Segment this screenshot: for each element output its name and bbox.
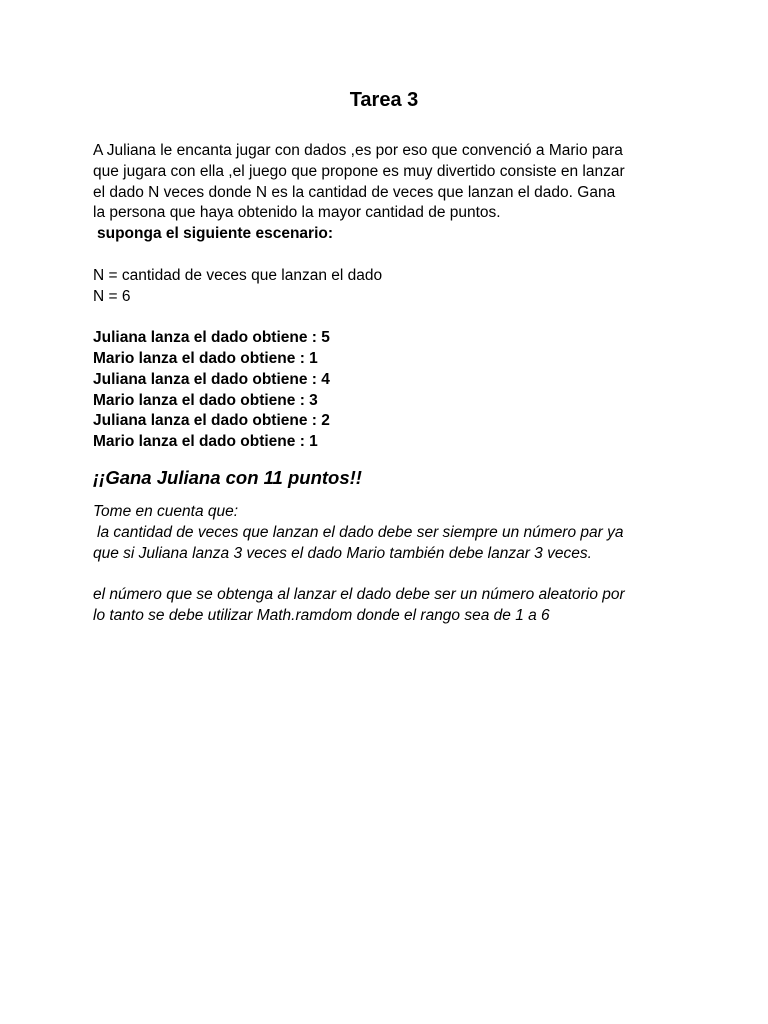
spacer bbox=[93, 564, 683, 585]
note-line: el número que se obtenga al lanzar el dado debe ser un número aleatorio por bbox=[93, 586, 625, 604]
roll-item: Juliana lanza el dado obtiene : 2 bbox=[93, 412, 330, 430]
document-title: Tarea 3 bbox=[349, 89, 419, 111]
intro-line: la persona que haya obtenido la mayor cantidad de puntos. bbox=[93, 204, 501, 222]
scenario-heading: suponga el siguiente escenario: bbox=[97, 225, 334, 243]
roll-item: Mario lanza el dado obtiene : 3 bbox=[93, 391, 318, 409]
intro-line: que jugara con ella ,el juego que propone es muy divertido consiste en lanzar bbox=[93, 162, 625, 180]
spacer bbox=[93, 307, 683, 328]
winner-announcement: ¡¡Gana Juliana con 11 puntos!! bbox=[93, 466, 362, 488]
intro-paragraph bbox=[93, 141, 683, 224]
rolls-list bbox=[93, 328, 683, 453]
note-line: que si Juliana lanza 3 veces el dado Mario también debe lanzar 3 veces. bbox=[93, 544, 592, 562]
note-line: lo tanto se debe utilizar Math.ramdom donde el rango sea de 1 a 6 bbox=[93, 606, 550, 624]
intro-line: el dado N veces donde N es la cantidad de veces que lanzan el dado. Gana bbox=[93, 183, 616, 201]
definition-line: N = 6 bbox=[93, 287, 131, 305]
document-body bbox=[93, 141, 683, 627]
notes-section bbox=[93, 502, 683, 627]
roll-item: Mario lanza el dado obtiene : 1 bbox=[93, 349, 318, 367]
spacer bbox=[93, 245, 683, 266]
note-line: la cantidad de veces que lanzan el dado debe ser siempre un número par ya bbox=[97, 523, 624, 541]
roll-item: Juliana lanza el dado obtiene : 4 bbox=[93, 370, 330, 388]
definition-line: N = cantidad de veces que lanzan el dado bbox=[93, 266, 383, 284]
notes-heading: Tome en cuenta que: bbox=[93, 502, 239, 520]
roll-item: Juliana lanza el dado obtiene : 5 bbox=[93, 329, 330, 347]
definition-block bbox=[93, 266, 683, 308]
intro-line: A Juliana le encanta jugar con dados ,es por eso que convenció a Mario para bbox=[93, 142, 623, 159]
roll-item: Mario lanza el dado obtiene : 1 bbox=[93, 433, 318, 451]
